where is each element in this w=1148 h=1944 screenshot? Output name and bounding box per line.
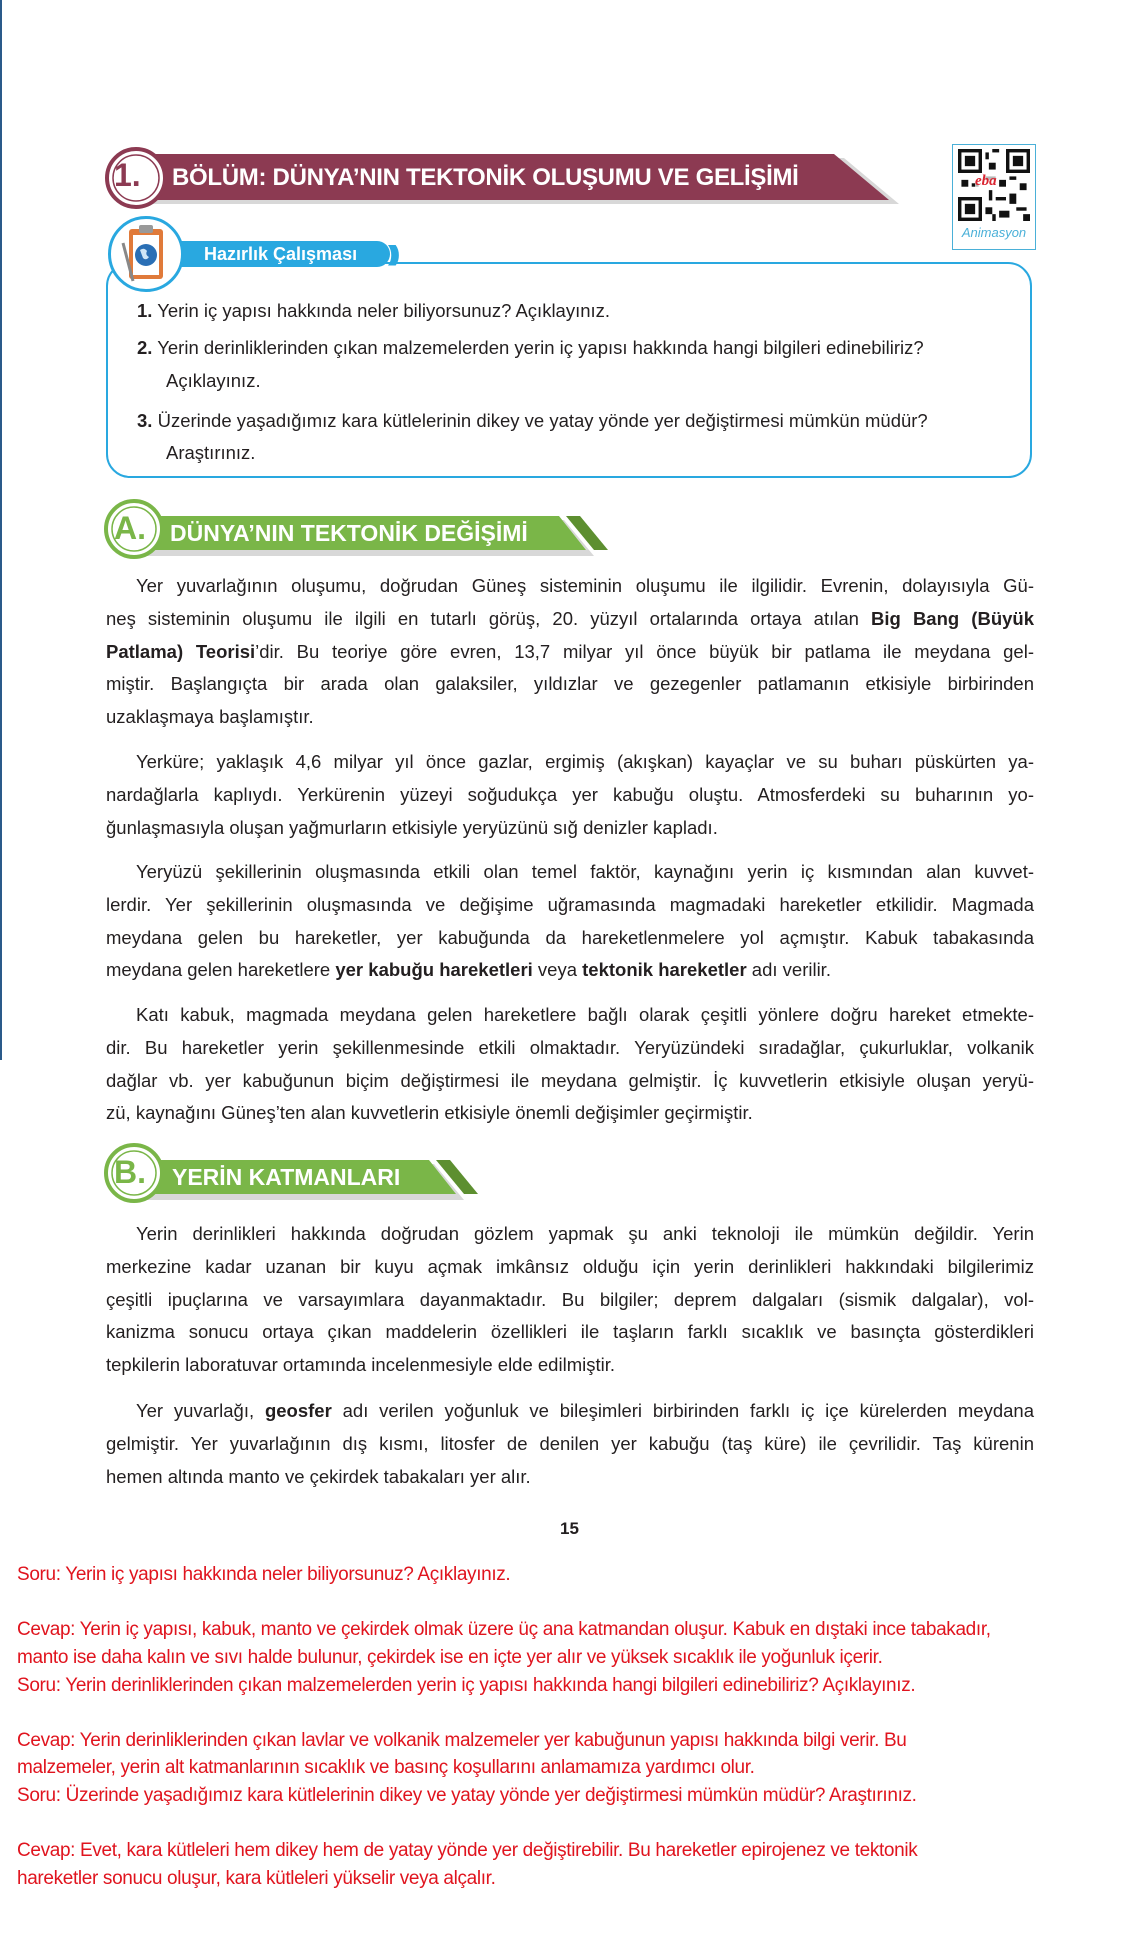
page-number: 15 xyxy=(560,1519,579,1538)
prep-title-pill xyxy=(170,241,390,267)
text-run: adı verilir. xyxy=(746,959,831,981)
paragraph-line xyxy=(106,1032,1034,1065)
paragraph-line xyxy=(106,746,1034,779)
question-text: Üzerinde yaşadığımız kara kütlelerinin dikey ve yatay yönde yer değiştirmesi mümkün müdür? xyxy=(157,410,928,431)
text-run: tepkilerin laboratuvar ortamında incelenmesiyle elde edilmiştir. xyxy=(106,1354,615,1376)
paragraph xyxy=(106,856,1034,987)
paragraph-line xyxy=(106,1218,1034,1251)
prep-question-3-cont: Araştırınız. xyxy=(166,442,256,463)
text-run: dir. Bu hareketler yerin şekillenmesinde etkili olmaktadır. Yeryüzündeki sıradağlar, çukurluklar, volkanik xyxy=(106,1036,1034,1058)
bold-term: tektonik hareketler xyxy=(582,959,747,981)
paragraph-line xyxy=(106,603,1034,636)
answer-1-line-1: Cevap: Yerin iç yapısı, kabuk, manto ve çekirdek olmak üzere üç ana katmandan oluşur. Kabuk en dıştaki ince tabakadır, xyxy=(17,1619,991,1640)
qr-label: Animasyon xyxy=(961,225,1027,240)
text-run: Yerküre; yaklaşık 4,6 milyar yıl önce gazlar, ergimiş (akışkan) kayaçlar ve su buharı püskürten ya- xyxy=(136,751,1034,772)
pill-arcs-decoration: ))) xyxy=(388,241,395,266)
page-edge-line xyxy=(0,0,2,1060)
bold-term: yer kabuğu hareketleri xyxy=(335,959,533,981)
answer-1-line-2: manto ise daha kalın ve sıvı halde bulunur, çekirdek ise en içte yer alır ve yüksek sıcaklık ile yoğunluk içerir. xyxy=(17,1647,883,1668)
text-run: nardağlarla kaplıydı. Yerkürenin yüzeyi soğudukça yer kabuğu oluştu. Atmosferdeki su buharının yo- xyxy=(106,783,1034,805)
paragraph-line xyxy=(106,954,1034,987)
paragraph-line xyxy=(106,1316,1034,1349)
qr-code-box[interactable] xyxy=(952,144,1036,250)
section-a-header xyxy=(104,498,614,560)
prep-question-2-cont: Açıklayınız. xyxy=(166,370,261,391)
paragraph-line xyxy=(106,922,1034,955)
text-run: Yerin derinlikleri hakkında doğrudan gözlem yapmak şu anki teknoloji ile mümkün değildir. Yerin xyxy=(136,1223,1034,1244)
paragraph-line xyxy=(106,636,1034,669)
paragraph-line xyxy=(106,1461,1034,1494)
text-run: merkezine kadar uzanan bir kuyu açmak imkânsız olduğu için yerin derinlikleri hakkındaki bilgilerimiz xyxy=(106,1255,1034,1277)
section-b-header xyxy=(104,1142,484,1204)
text-run: adı verilen yoğunluk ve bileşimleri birbirinden farklı iç içe kürelerden meydana xyxy=(331,1400,1034,1421)
bold-term: geosfer xyxy=(264,1400,332,1421)
question-number: 1. xyxy=(137,300,153,321)
question-text: Yerin derinliklerinden çıkan malzemelerden yerin iç yapısı hakkında hangi bilgileri edinebiliriz? xyxy=(157,337,924,358)
paragraph xyxy=(106,1395,1034,1493)
paragraph-line xyxy=(106,1251,1034,1284)
text-run: uzaklaşmaya başlamıştır. xyxy=(106,706,314,728)
paragraph-line xyxy=(106,701,1034,734)
question-number: 2. xyxy=(137,337,153,358)
chapter-number: 1. xyxy=(114,157,141,193)
answer-3-line-2: hareketler sonucu oluşur, kara kütleleri yükselir veya alçalır. xyxy=(17,1868,496,1889)
answer-question-1: Soru: Yerin iç yapısı hakkında neler biliyorsunuz? Açıklayınız. xyxy=(17,1564,511,1585)
section-a-title: DÜNYA’NIN TEKTONİK DEĞİŞİMİ xyxy=(170,520,528,546)
paragraph-line xyxy=(106,812,1034,845)
text-run: zü, kaynağını Güneş’ten alan kuvvetlerin etkisiyle önemli değişimler geçirmiştir. xyxy=(106,1102,753,1124)
text-run: hemen altında manto ve çekirdek tabakaları yer alır. xyxy=(106,1465,531,1487)
paragraph-line xyxy=(106,999,1034,1032)
prep-question-2 xyxy=(137,336,924,360)
paragraph-line xyxy=(106,1428,1034,1461)
text-run: kanizma sonucu ortaya çıkan maddelerin özellikleri ile taşların farklı sıcaklık ve basınçta gösterdikleri xyxy=(106,1321,1034,1343)
text-run: miştir. Başlangıçta bir arada olan galaksiler, yıldızlar ve gezegenler patlamanın etkisiyle birbirinden xyxy=(106,673,1034,695)
paragraph-line xyxy=(106,1065,1034,1098)
paragraph-line xyxy=(106,668,1034,701)
text-run: Yer yuvarlağı, xyxy=(136,1400,265,1421)
prep-question-1 xyxy=(137,299,610,323)
text-run: Yer yuvarlağının oluşumu, doğrudan Güneş sisteminin oluşumu ile ilgilidir. Evrenin, dolayısıyla Gü- xyxy=(136,575,1034,596)
prep-question-3 xyxy=(137,409,928,433)
prep-title: Hazırlık Çalışması xyxy=(204,244,358,264)
answer-question-2: Soru: Yerin derinliklerinden çıkan malzemelerden yerin iç yapısı hakkında hangi bilgileri edinebiliriz? Açıklayınız. xyxy=(17,1675,916,1696)
text-run: ’dir. Bu teoriye göre evren, 13,7 milyar yıl önce büyük bir patlama ile meydana gel- xyxy=(255,640,1034,662)
paragraph-line xyxy=(106,856,1034,889)
paragraph xyxy=(106,999,1034,1130)
paragraph-line xyxy=(106,1284,1034,1317)
chapter-header xyxy=(104,146,904,210)
text-run: meydana gelen bu hareketler, yer kabuğunda da hareketlenmelere yol açmıştır. Kabuk tabakasında xyxy=(106,926,1034,948)
question-number: 3. xyxy=(137,410,153,431)
bold-term: Patlama) Teorisi xyxy=(106,640,256,662)
answer-2-line-1: Cevap: Yerin derinliklerinden çıkan lavlar ve volkanik malzemeler yer kabuğunun yapısı hakkında bilgi verir. Bu xyxy=(17,1730,907,1751)
text-run: veya xyxy=(532,959,583,981)
text-run: ğunlaşmasıyla oluşan yağmurların etkisiyle yeryüzünü sığ denizler kapladı. xyxy=(106,816,718,838)
paragraph-line xyxy=(106,1349,1034,1382)
question-text: Yerin iç yapısı hakkında neler biliyorsunuz? Açıklayınız. xyxy=(157,300,611,321)
text-run: lerdir. Yer şekillerinin oluşmasında ve değişime uğramasında magmadaki hareketler etkilidir. Magmada xyxy=(106,893,1034,915)
text-run: meydana gelen hareketlere xyxy=(106,959,336,981)
text-run: neş sisteminin oluşumu ile ilgili en tutarlı görüş, 20. yüzyıl ortalarında ortaya atılan xyxy=(106,607,872,629)
paragraph-line xyxy=(106,779,1034,812)
paragraph-line xyxy=(106,570,1034,603)
paragraph-line xyxy=(106,1395,1034,1428)
text-run: çeşitli ipuçlarına ve varsayımlara dayanmaktadır. Bu bilgiler; deprem dalgaları (sismik dalgalar), vol- xyxy=(106,1288,1034,1310)
paragraph-line xyxy=(106,1097,1034,1130)
paragraph xyxy=(106,570,1034,734)
chapter-title: BÖLÜM: DÜNYA’NIN TEKTONİK OLUŞUMU VE GELİŞİMİ xyxy=(172,164,799,191)
answer-2-line-2: malzemeler, yerin alt katmanlarının sıcaklık ve basınç koşullarını anlamamıza yardımcı olur. xyxy=(17,1757,755,1778)
answer-question-3: Soru: Üzerinde yaşadığımız kara kütlelerinin dikey ve yatay yönde yer değiştirmesi mümkün müdür? Araştırınız. xyxy=(17,1785,917,1806)
paragraph xyxy=(106,746,1034,844)
paragraph xyxy=(106,1218,1034,1382)
answer-3-line-1: Cevap: Evet, kara kütleleri hem dikey hem de yatay yönde yer değiştirebilir. Bu hareketler epirojenez ve tektonik xyxy=(17,1840,918,1861)
paragraph-line xyxy=(106,889,1034,922)
eba-logo: eba xyxy=(975,173,997,189)
text-run: Yeryüzü şekillerinin oluşmasında etkili olan temel faktör, kaynağını yerin iç kısmından alan kuvvet- xyxy=(136,861,1034,882)
bold-term: Big Bang (Büyük xyxy=(871,607,1034,629)
text-run: Katı kabuk, magmada meydana gelen hareketlere bağlı olarak çeşitli yönlere doğru hareket etmekte- xyxy=(136,1004,1034,1025)
section-a-letter: A. xyxy=(114,510,146,546)
clipboard-globe-icon xyxy=(108,216,184,292)
text-run: dağlar vb. yer kabuğunun biçim değiştirmesi ile meydana gelmiştir. İç kuvvetlerin etkisiyle oluşan yeryü- xyxy=(106,1069,1034,1091)
section-b-title: YERİN KATMANLARI xyxy=(172,1164,401,1190)
text-run: gelmiştir. Yer yuvarlağının dış kısmı, litosfer de denilen yer kabuğu (taş küre) ile çevrilidir. Taş kürenin xyxy=(106,1432,1034,1454)
section-b-letter: B. xyxy=(114,1154,146,1190)
